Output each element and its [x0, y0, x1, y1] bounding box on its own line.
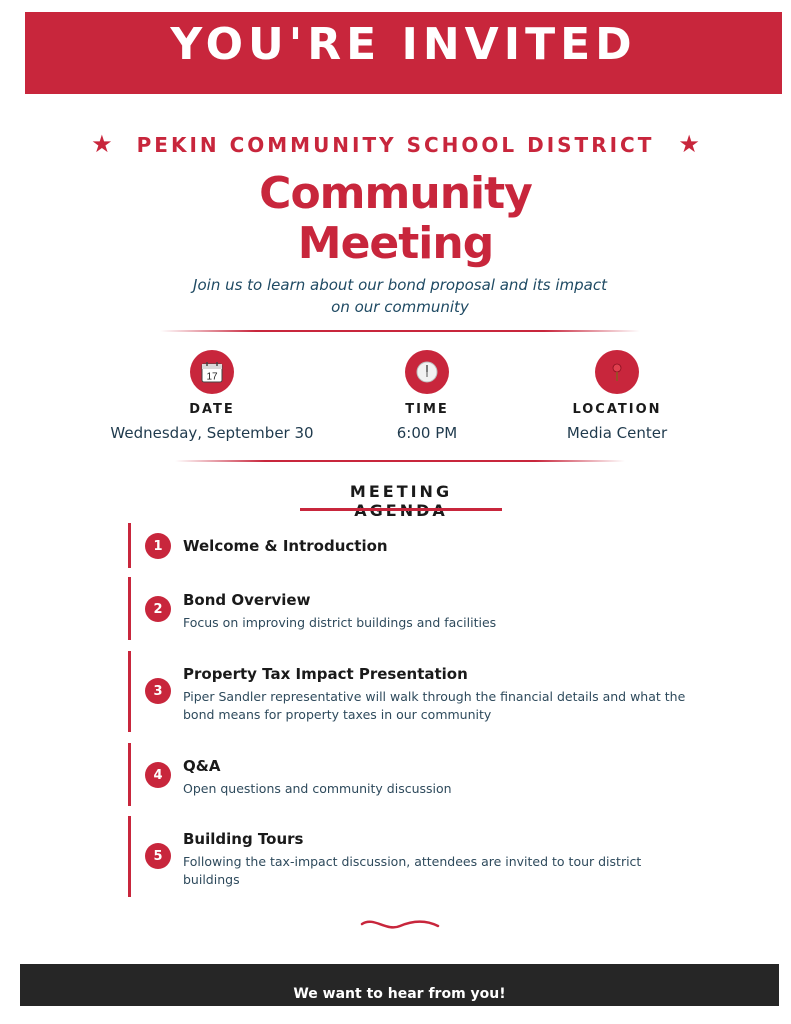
time-label: TIME — [405, 402, 449, 417]
footer-bar — [20, 964, 779, 1006]
agenda-item-bar — [128, 577, 131, 640]
agenda-item-description: Focus on improving district buildings and facilities — [183, 615, 497, 630]
calendar-icon — [201, 361, 223, 383]
time-block — [317, 350, 537, 442]
agenda-item — [128, 816, 688, 897]
location-block — [507, 350, 727, 442]
district-name: PEKIN COMMUNITY SCHOOL DISTRICT — [136, 133, 655, 157]
divider — [175, 460, 625, 462]
agenda-item-description: Open questions and community discussion — [183, 781, 452, 796]
star-icon: ★ — [91, 131, 113, 158]
agenda-item-heading: Welcome & Introduction — [183, 537, 388, 555]
map-pin-icon-circle — [595, 350, 639, 394]
footer-text: We want to hear from you! — [293, 986, 506, 1002]
agenda-item-bar — [128, 651, 131, 732]
agenda-item — [128, 743, 688, 806]
page-title-line-1: Community — [259, 168, 532, 219]
agenda-item — [128, 523, 688, 568]
page-title-line-2: Meeting — [297, 218, 494, 269]
district-header — [0, 130, 791, 160]
map-pin-icon — [607, 361, 627, 383]
agenda-item-heading: Q&A — [183, 757, 221, 775]
agenda-item-bar — [128, 523, 131, 568]
agenda-item-number: 3 — [145, 678, 171, 704]
agenda-item-number: 2 — [145, 596, 171, 622]
agenda-item-heading: Property Tax Impact Presentation — [183, 665, 468, 683]
invite-banner — [25, 12, 782, 94]
calendar-icon-circle — [190, 350, 234, 394]
clock-icon-circle — [405, 350, 449, 394]
agenda-item-heading: Building Tours — [183, 830, 304, 848]
star-icon: ★ — [678, 131, 700, 158]
location-value: Media Center — [566, 424, 668, 442]
location-label: LOCATION — [572, 402, 662, 417]
wave-divider-icon — [360, 918, 440, 934]
agenda-title-underline — [300, 508, 502, 511]
agenda-item-number: 1 — [145, 533, 171, 559]
agenda-item — [128, 651, 688, 732]
calendar-day: 17 — [206, 371, 218, 383]
agenda-item-description: Following the tax-impact discussion, attendees are invited to tour district buildings — [183, 854, 642, 887]
date-label: DATE — [189, 402, 235, 417]
subtitle: Join us to learn about our bond proposal and its impact on our community — [193, 276, 607, 316]
agenda-item-bar — [128, 743, 131, 806]
agenda-item-number: 4 — [145, 762, 171, 788]
banner-title: YOU'RE INVITED — [170, 18, 637, 70]
agenda-item-heading: Bond Overview — [183, 591, 311, 609]
agenda-item-number: 5 — [145, 843, 171, 869]
time-value: 6:00 PM — [396, 424, 458, 442]
agenda-item-description: Piper Sandler representative will walk through the financial details and what the bond means for property taxes in our community — [183, 689, 686, 722]
agenda-item-bar — [128, 816, 131, 897]
date-value: Wednesday, September 30 — [110, 424, 314, 442]
date-block — [102, 350, 322, 442]
clock-icon — [415, 360, 439, 384]
agenda-title: MEETING — [349, 482, 453, 501]
agenda-item — [128, 577, 688, 640]
divider — [160, 330, 640, 332]
